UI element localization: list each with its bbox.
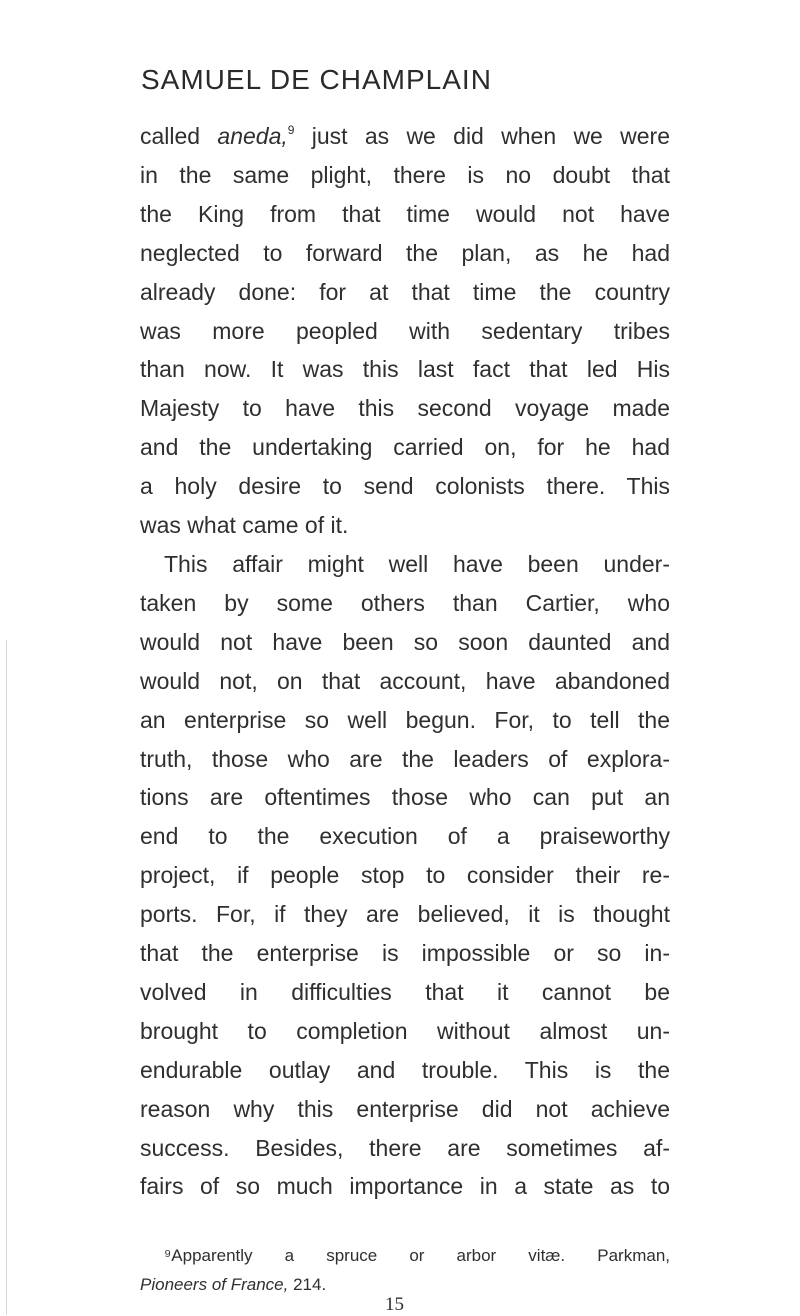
page-number: 15 (385, 1294, 404, 1315)
text-line: success. Besides, there are sometimes af- (140, 1134, 670, 1161)
text-line: Majesty to have this second voyage made (140, 395, 670, 422)
italic-term: aneda, (217, 123, 288, 149)
running-head: SAMUEL DE CHAMPLAIN (141, 64, 492, 95)
text-line: would not, on that account, have abandoned (140, 667, 670, 694)
text-line: that the enterprise is impossible or so in- (140, 940, 670, 967)
text-line: a holy desire to send colonists there. This (140, 473, 670, 500)
text-line: truth, those who are the leaders of explora- (140, 745, 670, 772)
text-line: was more peopled with sedentary tribes (140, 317, 670, 344)
text-line: in the same plight, there is no doubt that (140, 161, 670, 188)
text-line: This affair might well have been under- (164, 550, 670, 577)
text-line: endurable outlay and trouble. This is the (140, 1056, 670, 1083)
text-line: project, if people stop to consider their re- (140, 862, 670, 889)
text-line: ports. For, if they are believed, it is thought (140, 901, 670, 928)
text-line: than now. It was this last fact that led His (140, 356, 670, 383)
body-text (140, 117, 670, 1206)
footnote-line: ⁹Apparently a spruce or arbor vitæ. Parkman, (164, 1246, 670, 1265)
text-line: neglected to forward the plan, as he had (140, 239, 670, 266)
text-line: was what came of it. (140, 512, 349, 539)
text-line: end to the execution of a praiseworthy (140, 823, 670, 850)
text-line: called aneda,$^9$ just as we did when we were (140, 123, 670, 149)
text-line: tions are oftentimes those who can put an (140, 784, 670, 811)
text-line: would not have been so soon daunted and (140, 628, 670, 655)
text-line: an enterprise so well begun. For, to tell the (140, 706, 670, 733)
text-line: brought to completion without almost un- (140, 1017, 670, 1044)
text-line: volved in difficulties that it cannot be (140, 978, 670, 1005)
footnote (140, 1241, 670, 1299)
text-line: the King from that time would not have (140, 200, 670, 227)
footnote-citation-title: Pioneers of France, (140, 1275, 289, 1294)
text-line: and the undertaking carried on, for he had (140, 434, 670, 461)
text-line: already done: for at that time the country (140, 278, 670, 305)
page-edge-shadow (6, 640, 7, 1315)
text-line: fairs of so much importance in a state as to (140, 1173, 670, 1200)
text-line: taken by some others than Cartier, who (140, 589, 670, 616)
footnote-marker: 9 (287, 123, 295, 137)
text-line: reason why this enterprise did not achieve (140, 1095, 670, 1122)
footnote-line: Pioneers of France, 214. (140, 1275, 327, 1294)
